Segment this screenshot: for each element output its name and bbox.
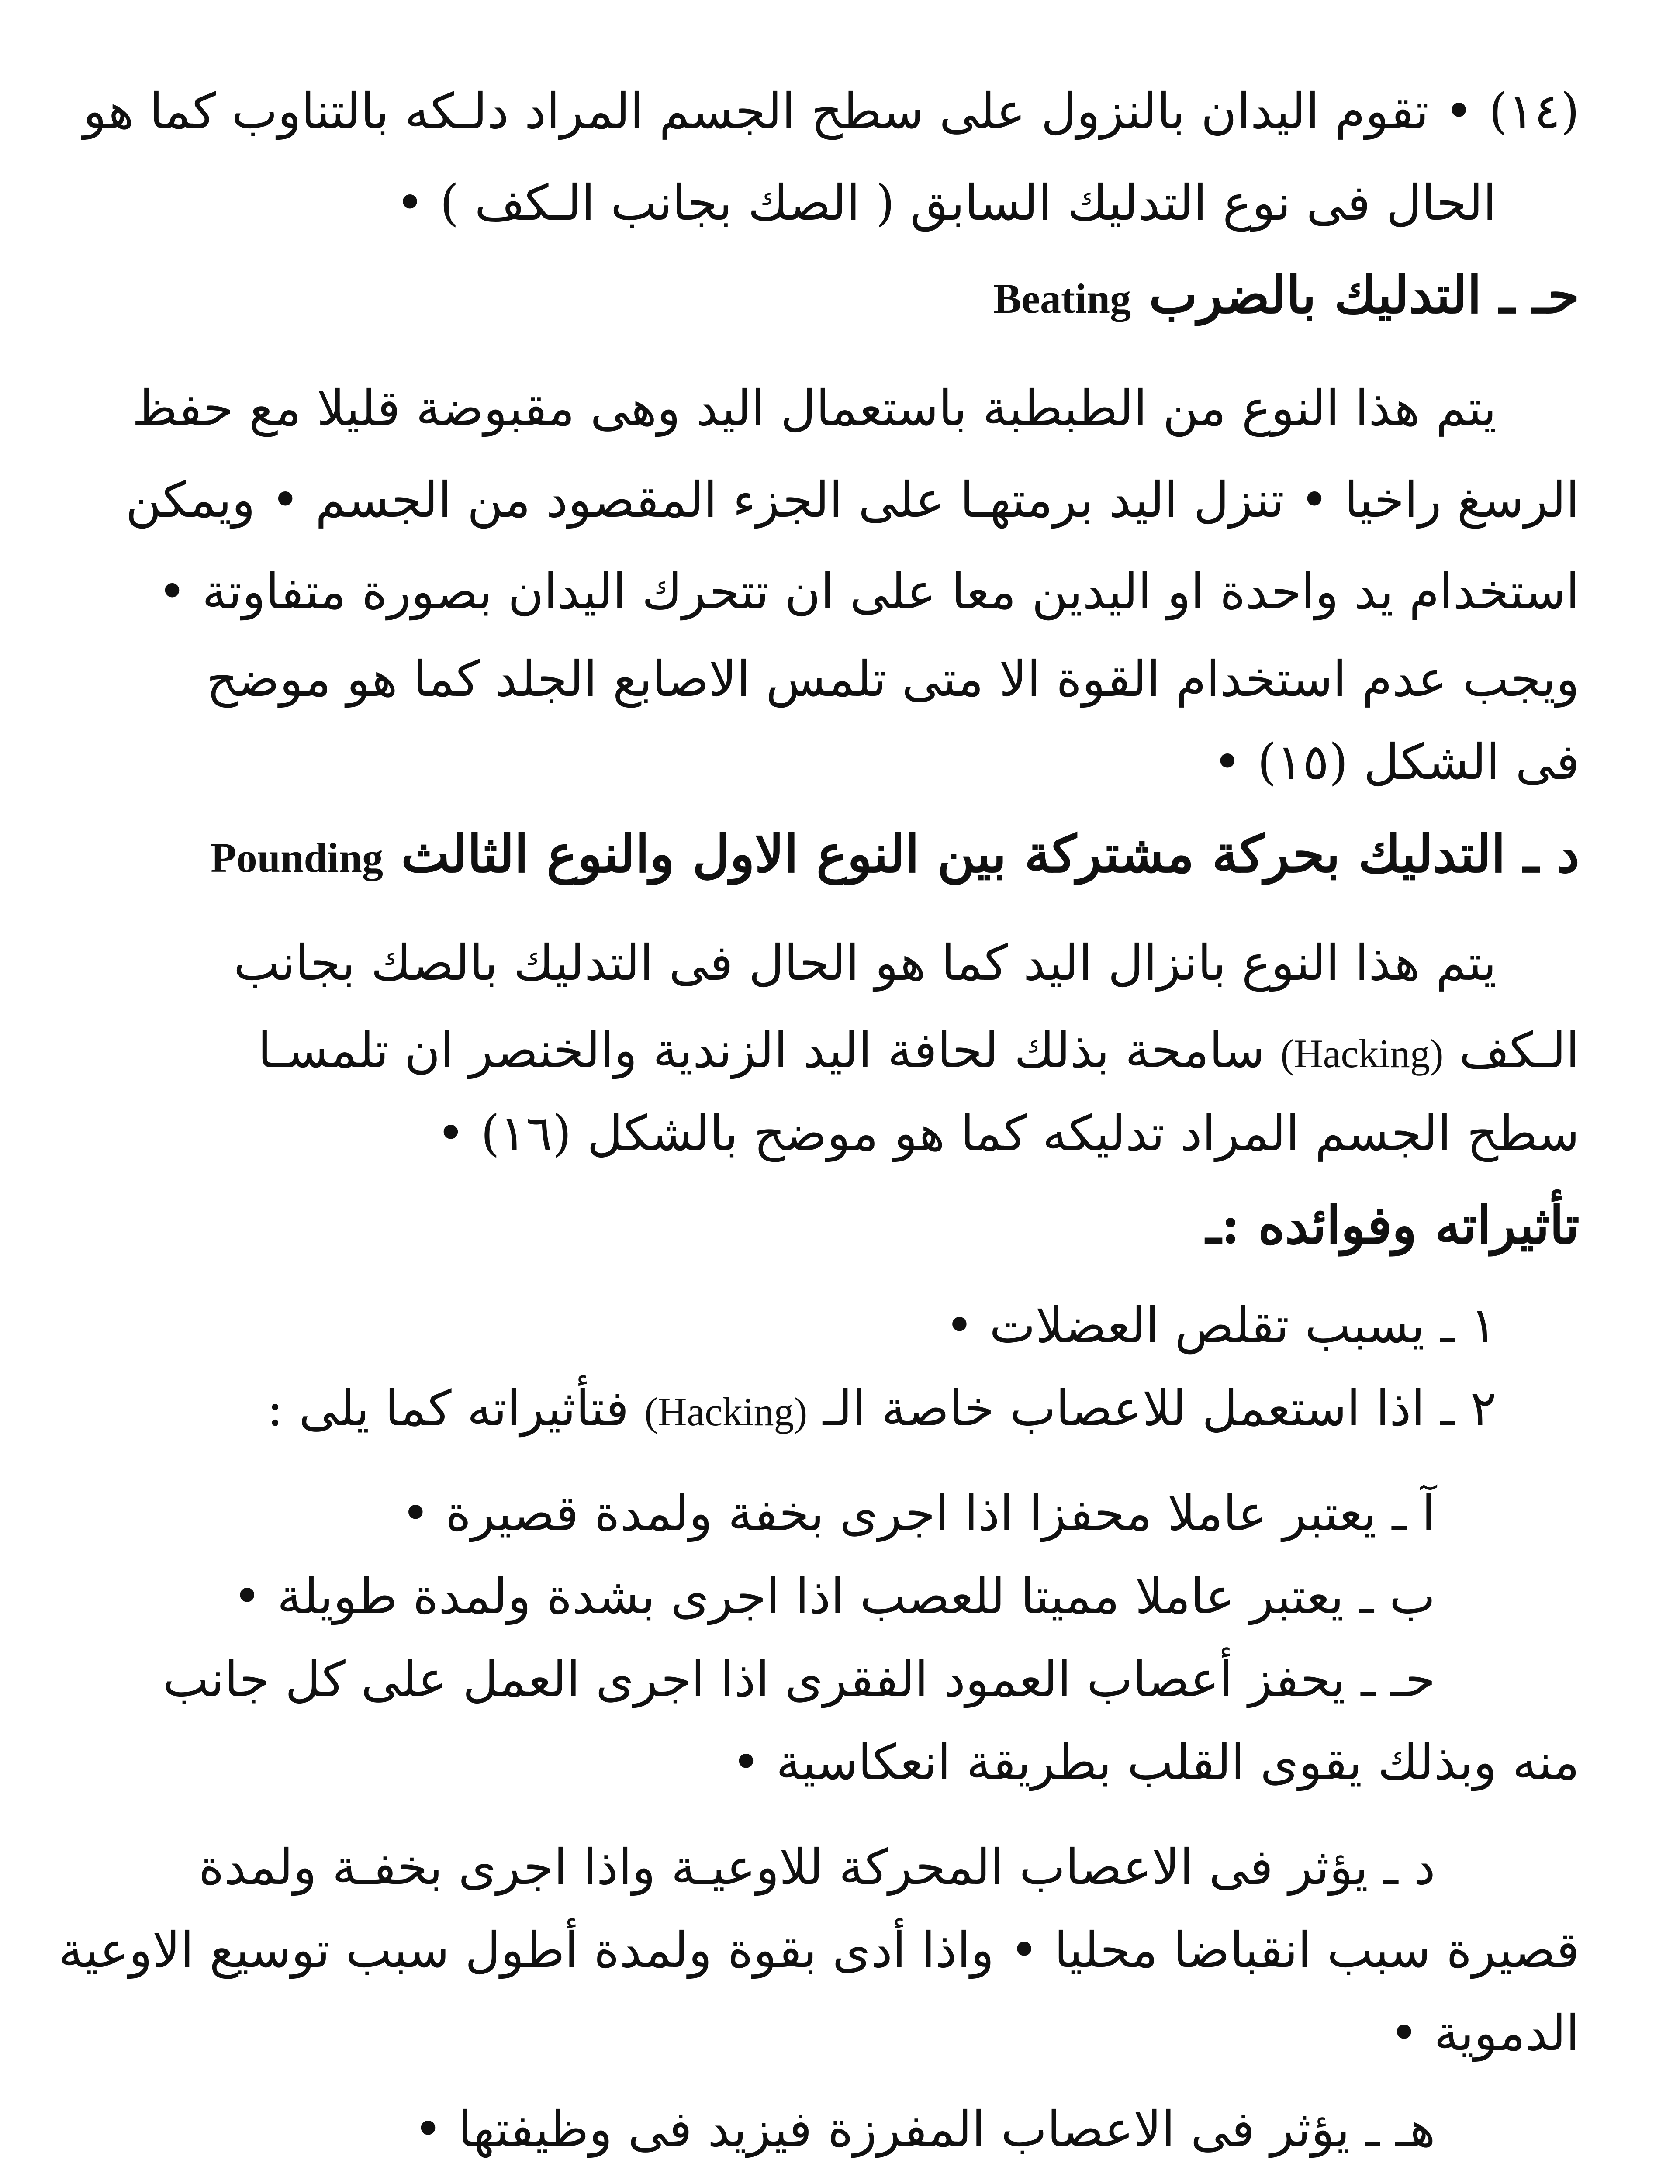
text-line: الحال فى نوع التدليك السابق ( الصك بجانب الـكف ) • [395, 175, 1497, 232]
sub-item-continuation: قصيرة سبب انقباضا محليا • واذا أدى بقوة ولمدة أطول سبب توسيع الاوعية [58, 1922, 1580, 1979]
section-heading-latin: Pounding [211, 834, 383, 881]
sub-item: د ـ يؤثر فى الاعصاب المحركة للاوعيـة واذا اجرى بخفـة ولمدة [198, 1839, 1435, 1896]
paragraph-text: الـكف [1459, 1022, 1580, 1079]
list-item: ١ ـ يسبب تقلص العضلات • [945, 1297, 1497, 1354]
list-item-text: فتأثيراته كما يلى : [266, 1380, 629, 1437]
list-item-latin: (Hacking) [644, 1389, 808, 1434]
paragraph-line: يتم هذا النوع بانزال اليد كما هو الحال فى التدليك بالصك بجانب [233, 935, 1497, 992]
paragraph-text: سامحة بذلك لحافة اليد الزندية والخنصر ان تلمسـا [258, 1022, 1265, 1079]
effects-heading: تأثيراته وفوائده :ـ [1206, 1195, 1580, 1255]
sub-item: آ ـ يعتبر عاملا محفزا اذا اجرى بخفة ولمدة قصيرة • [401, 1485, 1435, 1542]
section-heading-pounding [211, 821, 1580, 891]
section-heading-text: د ـ التدليك بحركة مشتركة بين النوع الاول والنوع الثالث [401, 823, 1580, 884]
section-heading-latin: Beating [993, 275, 1131, 322]
section-heading-text: حـ ـ التدليك بالضرب [1149, 264, 1580, 325]
sub-item: هـ ـ يؤثر فى الاعصاب المفرزة فيزيد فى وظيفتها • [414, 2101, 1435, 2158]
list-item-text: ٢ ـ اذا استعمل للاعصاب خاصة الـ [823, 1380, 1497, 1437]
paragraph-latin: (Hacking) [1280, 1031, 1444, 1076]
paragraph-line: الرسغ راخيا • تنزل اليد برمتهـا على الجزء المقصود من الجسم • ويمكن [125, 472, 1580, 529]
section-heading-beating [993, 262, 1580, 332]
sub-item-continuation: منه وبذلك يقوى القلب بطريقة انعكاسية • [731, 1734, 1580, 1791]
paragraph-line: يتم هذا النوع من الطبطبة باستعمال اليد وهى مقبوضة قليلا مع حفظ [132, 380, 1497, 437]
sub-item: حـ ـ يحفز أعصاب العمود الفقرى اذا اجرى العمل على كل جانب [162, 1651, 1435, 1708]
list-item [267, 1376, 1497, 1444]
paragraph-line: استخدام يد واحدة او اليدين معا على ان تتحرك اليدان بصورة متفاوتة • [157, 563, 1580, 620]
paragraph-line: فى الشكل (١٥) • [1213, 734, 1580, 791]
paragraph-line: سطح الجسم المراد تدليكه كما هو موضح بالشكل (١٦) • [436, 1105, 1580, 1162]
sub-item-continuation: الدموية • [1390, 2005, 1580, 2062]
sub-item: ب ـ يعتبر عاملا مميتا للعصب اذا اجرى بشدة ولمدة طويلة • [232, 1568, 1435, 1625]
paragraph-line: ويجب عدم استخدام القوة الا متى تلمس الاصابع الجلد كما هو موضح [206, 651, 1580, 708]
paragraph-line [258, 1018, 1580, 1086]
text-line: (١٤) • تقوم اليدان بالنزول على سطح الجسم المراد دلـكه بالتناوب كما هو [83, 83, 1580, 140]
